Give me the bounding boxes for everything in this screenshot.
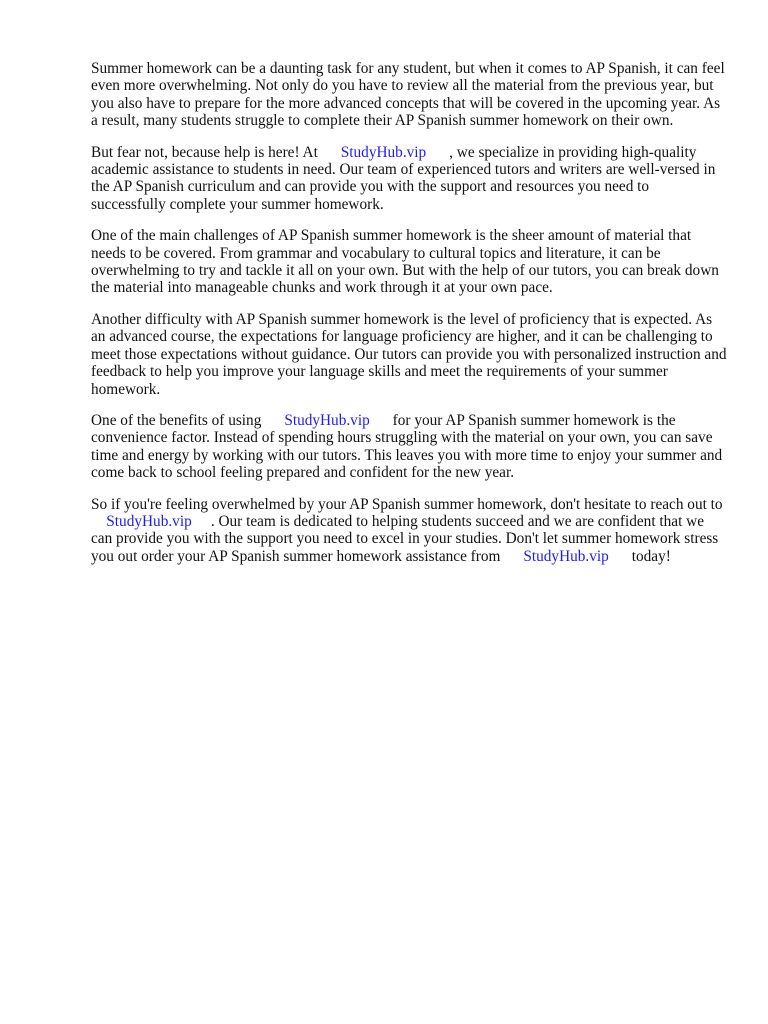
paragraph-text: So if you're feeling overwhelmed by your AP Spanish summer homework, don't hesitate to reach out to [91, 495, 723, 513]
paragraph-text: , we specialize in providing high-quality academic assistance to students in need. Our team of experienced tutors and writers are well-versed in the AP Spanish curriculum and can provide you with the support and resources you need to successfully complete your summer homework. [91, 143, 716, 213]
paragraph-conclusion [91, 496, 727, 566]
paragraph-proficiency [91, 311, 727, 398]
paragraph-text: Summer homework can be a daunting task for any student, but when it comes to AP Spanish, it can feel even more overwhelming. Not only do you have to review all the material from the previous year, but you also have to prepare for the more advanced concepts that will be covered in the upcoming year. As a result, many students struggle to complete their AP Spanish summer homework on their own. [91, 60, 725, 130]
paragraph-text: One of the benefits of using [91, 411, 266, 429]
studyhub-link[interactable]: StudyHub.vip [523, 547, 609, 565]
paragraph-help [91, 144, 727, 214]
paragraph-text: for your AP Spanish summer homework is the convenience factor. Instead of spending hours struggling with the material on your own, you can save time and energy by working with our tutors. This leaves you with more time to enjoy your summer and come back to school feeling prepared and confident for the new year. [91, 411, 723, 482]
paragraph-text: But fear not, because help is here! At [91, 143, 322, 161]
studyhub-link[interactable]: StudyHub.vip [340, 143, 427, 161]
paragraph-benefits [91, 412, 727, 482]
paragraph-text: One of the main challenges of AP Spanish summer homework is the sheer amount of material that needs to be covered. From grammar and vocabulary to cultural topics and literature, it can be overwhelming to try and tackle it all on your own. But with the help of our tutors, you can break down the material into manageable chunks and work through it at your own pace. [91, 227, 719, 297]
paragraph-text: Another difficulty with AP Spanish summer homework is the level of proficiency that is expected. As an advanced course, the expectations for language proficiency are higher, and it can be challenging to meet those expectations without guidance. Our tutors can provide you with personalized instruction and feedback to help you improve your language skills and meet the requirements of your summer homework. [91, 310, 727, 398]
paragraph-intro [91, 60, 727, 130]
studyhub-link[interactable]: StudyHub.vip [106, 512, 192, 530]
paragraph-challenges [91, 227, 727, 297]
document-body [91, 60, 727, 579]
paragraph-text: today! [627, 547, 671, 565]
paragraph-text: . Our team is dedicated to helping students succeed and we are confident that we can provide you with the support you need to excel in your studies. Don't let summer homework stress you out order your AP Spanish summer homework assistance from [91, 512, 719, 565]
studyhub-link[interactable]: StudyHub.vip [284, 411, 370, 429]
